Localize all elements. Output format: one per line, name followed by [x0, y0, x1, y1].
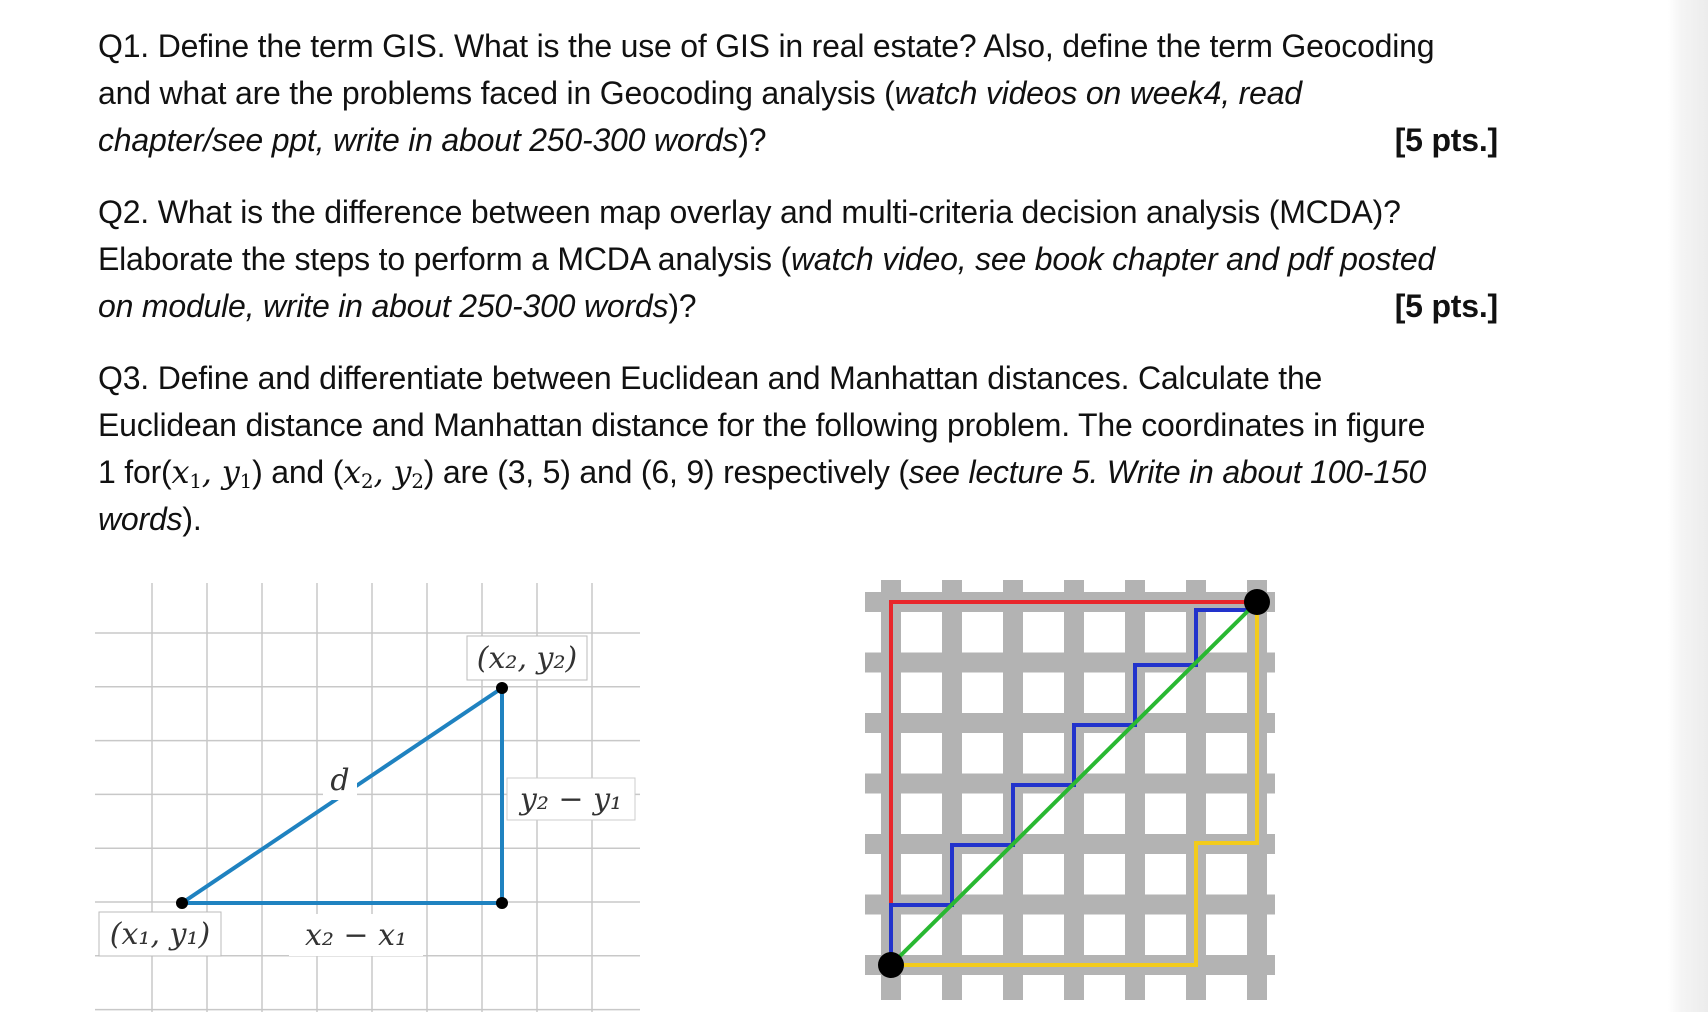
street-horizontal	[865, 713, 1275, 733]
question-text: Define the term GIS. What is the use of GIS in real estate? Also, define the term Geocoding	[157, 28, 1435, 64]
math-point-1: ($x_1$, $y_1$)	[161, 453, 263, 493]
question-text: )?	[738, 122, 767, 158]
point-1-dot	[176, 897, 188, 909]
corner-dot	[496, 897, 508, 909]
point-2-dot	[496, 682, 508, 694]
question-text: Euclidean distance and Manhattan distance for the following problem. The coordinates in figure	[98, 407, 1426, 443]
question-text: Define and differentiate between Euclidean and Manhattan distances. Calculate the	[157, 360, 1323, 396]
question-2	[98, 189, 1498, 330]
question-number: Q2.	[98, 194, 149, 230]
manhattan-distance-figure	[860, 575, 1280, 1005]
label-point-2: (x₂, y₂)	[476, 641, 578, 676]
question-text: ).	[182, 501, 202, 537]
page-edge-shadow	[1668, 0, 1708, 1012]
question-instruction: on module, write in about 250-300 words	[98, 288, 669, 324]
question-text: )?	[668, 288, 697, 324]
label-delta-x: x₂ − x₁	[304, 918, 408, 953]
euclidean-distance-figure	[95, 578, 645, 1012]
question-text: are (3, 5) and (6, 9) respectively (	[434, 454, 909, 490]
question-1	[98, 23, 1498, 164]
question-instruction: words	[98, 501, 183, 537]
label-distance-d: d	[330, 763, 350, 798]
end-point-dot	[1244, 589, 1270, 615]
label-point-1: (x₁, y₁)	[109, 917, 211, 952]
question-text: Elaborate the steps to perform a MCDA analysis (	[98, 241, 791, 277]
question-instruction: see lecture 5. Write in about 100-150	[908, 454, 1427, 490]
question-3	[98, 355, 1498, 543]
question-number: Q3.	[98, 360, 149, 396]
question-number: Q1.	[98, 28, 149, 64]
street-horizontal	[865, 653, 1275, 673]
points-label: [5 pts.]	[1394, 122, 1498, 158]
start-point-dot	[878, 952, 904, 978]
question-text: and	[262, 454, 333, 490]
question-text: and what are the problems faced in Geocoding analysis (	[98, 75, 895, 111]
question-text: 1 for	[98, 454, 162, 490]
label-delta-y: y₂ − y₁	[519, 782, 623, 817]
question-instruction: chapter/see ppt, write in about 250-300 words	[98, 122, 739, 158]
question-instruction: watch videos on week4, read	[894, 75, 1302, 111]
question-instruction: watch video, see book chapter and pdf posted	[790, 241, 1436, 277]
math-point-2: ($x_2$, $y_2$)	[332, 453, 435, 493]
question-text: What is the difference between map overlay and multi-criteria decision analysis (MCDA)?	[157, 194, 1401, 230]
points-label: [5 pts.]	[1394, 288, 1498, 324]
